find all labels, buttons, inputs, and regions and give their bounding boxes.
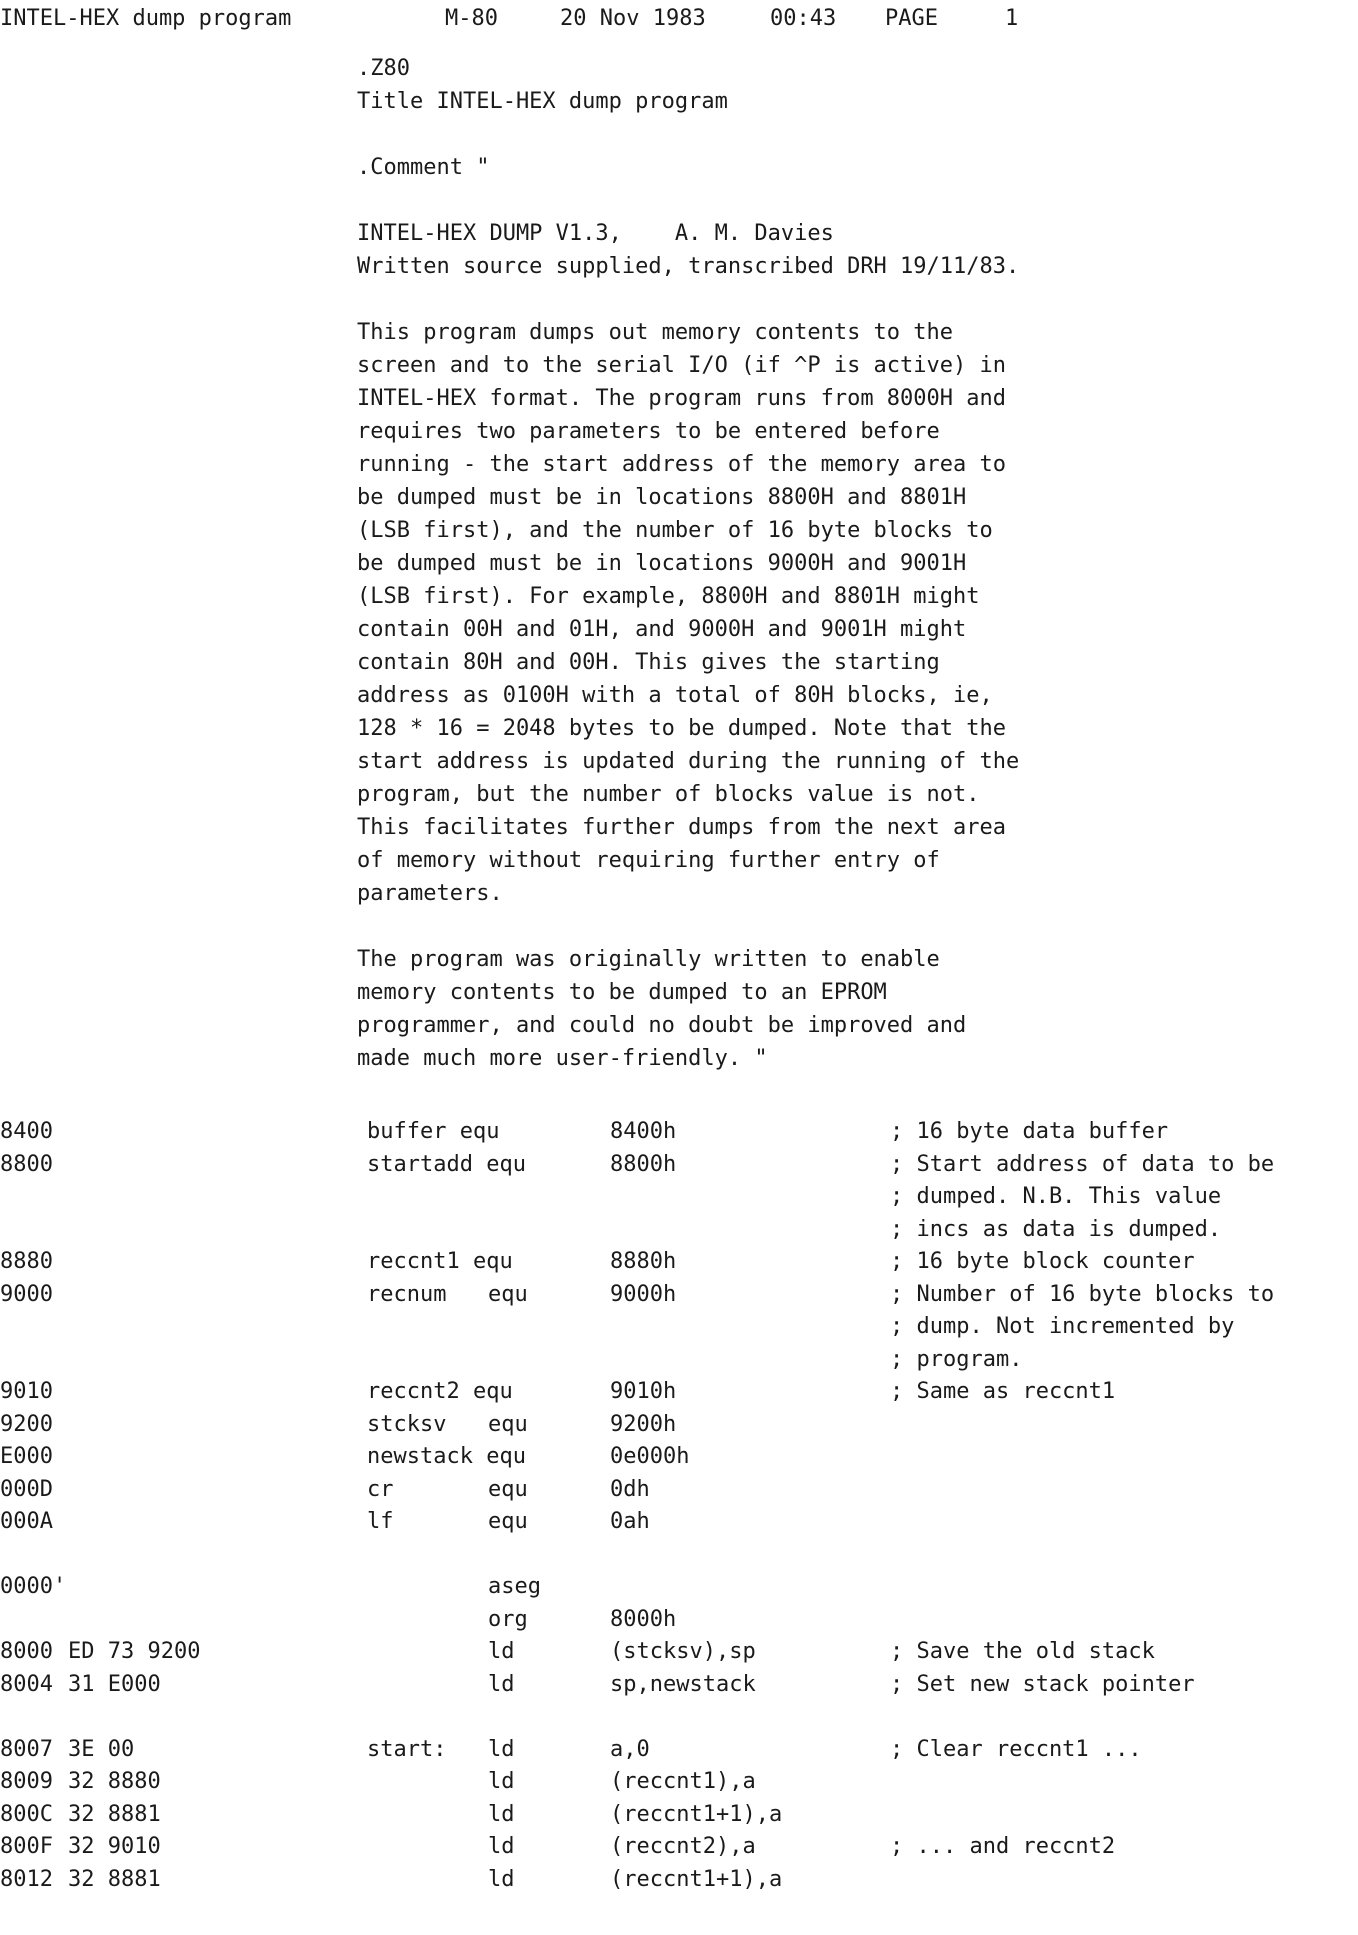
listing-row (0, 1604, 1358, 1637)
listing-address: 8000 (0, 1639, 53, 1664)
listing-address: E000 (0, 1444, 53, 1469)
listing-operand: 9010h (610, 1379, 677, 1404)
intro-line: screen and to the serial I/O (if ^P is active) in (357, 353, 1007, 378)
listing-row (0, 1311, 1358, 1344)
listing-label: reccnt2 equ (367, 1379, 513, 1404)
listing-row (0, 1799, 1358, 1832)
intro-line: .Z80 (357, 56, 410, 81)
intro-line: Title INTEL-HEX dump program (357, 89, 728, 114)
listing-label: recnum (367, 1281, 447, 1307)
page-label: PAGE (885, 6, 938, 31)
intro-line: address as 0100H with a total of 80H blocks, ie, (357, 683, 993, 708)
listing-comment: ; program. (890, 1346, 1023, 1372)
listing-date: 20 Nov 1983 (560, 6, 706, 31)
listing-comment: ; Set new stack pointer (890, 1671, 1195, 1697)
listing-operand: 9000h (610, 1281, 677, 1307)
intro-line: The program was originally written to enable (357, 947, 940, 972)
listing-address: 800C (0, 1801, 53, 1827)
intro-line: This facilitates further dumps from the next area (357, 815, 1007, 840)
listing-operand: a,0 (610, 1736, 650, 1762)
listing-row (0, 1506, 1358, 1539)
listing-address: 8800 (0, 1151, 53, 1177)
listing-opcode: equ (488, 1509, 528, 1534)
intro-line: 128 * 16 = 2048 bytes to be dumped. Note that the (357, 716, 1007, 741)
listing-operand: 0ah (610, 1509, 650, 1534)
listing-comment: ; 16 byte data buffer (890, 1119, 1169, 1144)
listing-opcode: ld (488, 1834, 515, 1859)
intro-line: of memory without requiring further entry of (357, 848, 940, 873)
listing-operand: 9200h (610, 1411, 677, 1437)
listing-address: 8004 (0, 1671, 53, 1697)
assembler-name: M-80 (445, 6, 498, 31)
listing-comment: ; dumped. N.B. This value (890, 1184, 1222, 1209)
listing-address: 000D (0, 1476, 53, 1502)
listing-object-code: 32 9010 (68, 1834, 161, 1859)
listing-comment: ; Clear reccnt1 ... (890, 1736, 1142, 1762)
listing-row (0, 1571, 1358, 1604)
listing-row (0, 1669, 1358, 1702)
listing-label: reccnt1 equ (367, 1249, 513, 1274)
listing-label: stcksv (367, 1411, 447, 1437)
listing-opcode: ld (488, 1736, 515, 1762)
listing-operand: 0dh (610, 1476, 650, 1502)
listing-row (0, 1441, 1358, 1474)
intro-line: (LSB first), and the number of 16 byte blocks to (357, 518, 993, 543)
intro-line: start address is updated during the running of the (357, 749, 1020, 774)
listing-operand: sp,newstack (610, 1671, 756, 1697)
intro-line: programmer, and could no doubt be improved and (357, 1013, 967, 1038)
intro-line: This program dumps out memory contents to the (357, 320, 954, 345)
page-header (0, 4, 1019, 34)
intro-line: Written source supplied, transcribed DRH 19/11/83. (357, 254, 1020, 279)
assembly-listing (0, 1116, 1358, 1896)
intro-line: parameters. (357, 881, 503, 906)
listing-opcode: equ (488, 1476, 528, 1502)
listing-object-code: ED 73 9200 (68, 1639, 201, 1664)
listing-comment: ; incs as data is dumped. (890, 1216, 1222, 1242)
intro-line (357, 118, 1347, 151)
listing-row (0, 1701, 1358, 1734)
intro-line: .Comment " (357, 155, 490, 180)
intro-line: memory contents to be dumped to an EPROM (357, 980, 887, 1005)
listing-operand: (reccnt1),a (610, 1769, 756, 1794)
listing-row (0, 1864, 1358, 1897)
listing-operand: (reccnt1+1),a (610, 1801, 783, 1827)
listing-opcode: equ (488, 1411, 528, 1437)
listing-address: 9000 (0, 1281, 53, 1307)
listing-row (0, 1539, 1358, 1572)
intro-line: be dumped must be in locations 9000H and 9001H (357, 551, 967, 576)
listing-row (0, 1149, 1358, 1182)
listing-address: 000A (0, 1509, 53, 1534)
listing-row (0, 1279, 1358, 1312)
listing-row (0, 1246, 1358, 1279)
listing-address: 8880 (0, 1249, 53, 1274)
listing-row (0, 1831, 1358, 1864)
intro-line: program, but the number of blocks value is not. (357, 782, 980, 807)
listing-address: 8012 (0, 1866, 53, 1892)
listing-object-code: 3E 00 (68, 1736, 135, 1762)
listing-comment: ; ... and reccnt2 (890, 1834, 1116, 1859)
intro-line: be dumped must be in locations 8800H and 8801H (357, 485, 967, 510)
listing-opcode: org (488, 1606, 528, 1632)
listing-comment: ; dump. Not incremented by (890, 1314, 1235, 1339)
intro-line: contain 00H and 01H, and 9000H and 9001H might (357, 617, 967, 642)
listing-operand: 8800h (610, 1151, 677, 1177)
listing-comment: ; Save the old stack (890, 1639, 1155, 1664)
listing-address: 9200 (0, 1411, 53, 1437)
listing-opcode: aseg (488, 1574, 541, 1599)
listing-label: startadd equ (367, 1151, 526, 1177)
listing-label: buffer equ (367, 1119, 500, 1144)
listing-object-code: 32 8881 (68, 1801, 161, 1827)
listing-row (0, 1214, 1358, 1247)
listing-title: INTEL-HEX dump program (0, 6, 292, 31)
listing-object-code: 31 E000 (68, 1671, 161, 1697)
listing-label: cr (367, 1476, 394, 1502)
listing-operand: 8880h (610, 1249, 677, 1274)
listing-label: newstack equ (367, 1444, 526, 1469)
listing-address: 0000' (0, 1574, 67, 1599)
listing-row (0, 1474, 1358, 1507)
intro-line: (LSB first). For example, 8800H and 8801H might (357, 584, 980, 609)
intro-line: requires two parameters to be entered before (357, 419, 940, 444)
intro-line: INTEL-HEX DUMP V1.3, A. M. Davies (357, 221, 834, 246)
listing-row (0, 1734, 1358, 1767)
listing-label: start: (367, 1736, 447, 1762)
listing-operand: 0e000h (610, 1444, 690, 1469)
intro-line: running - the start address of the memory area to (357, 452, 1007, 477)
listing-operand: (reccnt1+1),a (610, 1866, 783, 1892)
listing-row (0, 1116, 1358, 1149)
listing-opcode: ld (488, 1801, 515, 1827)
listing-object-code: 32 8881 (68, 1866, 161, 1892)
listing-row (0, 1181, 1358, 1214)
listing-operand: (stcksv),sp (610, 1639, 756, 1664)
listing-opcode: equ (488, 1281, 528, 1307)
listing-operand: (reccnt2),a (610, 1834, 756, 1859)
listing-row (0, 1344, 1358, 1377)
listing-row (0, 1766, 1358, 1799)
intro-line: contain 80H and 00H. This gives the starting (357, 650, 940, 675)
intro-line (357, 910, 1347, 943)
listing-row (0, 1636, 1358, 1669)
listing-comment: ; Number of 16 byte blocks to (890, 1281, 1275, 1307)
listing-row (0, 1376, 1358, 1409)
listing-opcode: ld (488, 1866, 515, 1892)
listing-address: 800F (0, 1834, 53, 1859)
intro-line: made much more user-friendly. " (357, 1046, 768, 1071)
page-number: 1 (1005, 6, 1019, 31)
intro-line: INTEL-HEX format. The program runs from 8000H and (357, 386, 1007, 411)
listing-opcode: ld (488, 1769, 515, 1794)
listing-address: 8007 (0, 1736, 53, 1762)
intro-comment-block (357, 52, 1347, 1075)
listing-opcode: ld (488, 1671, 515, 1697)
listing-time: 00:43 (770, 6, 837, 31)
listing-address: 8009 (0, 1769, 53, 1794)
listing-opcode: ld (488, 1639, 515, 1664)
listing-operand: 8400h (610, 1119, 677, 1144)
listing-object-code: 32 8880 (68, 1769, 161, 1794)
listing-address: 8400 (0, 1119, 53, 1144)
listing-row (0, 1409, 1358, 1442)
intro-line (357, 184, 1347, 217)
listing-comment: ; Same as reccnt1 (890, 1379, 1116, 1404)
intro-line (357, 283, 1347, 316)
listing-address: 9010 (0, 1379, 53, 1404)
listing-comment: ; 16 byte block counter (890, 1249, 1195, 1274)
listing-comment: ; Start address of data to be (890, 1151, 1275, 1177)
listing-label: lf (367, 1509, 394, 1534)
listing-operand: 8000h (610, 1606, 677, 1632)
